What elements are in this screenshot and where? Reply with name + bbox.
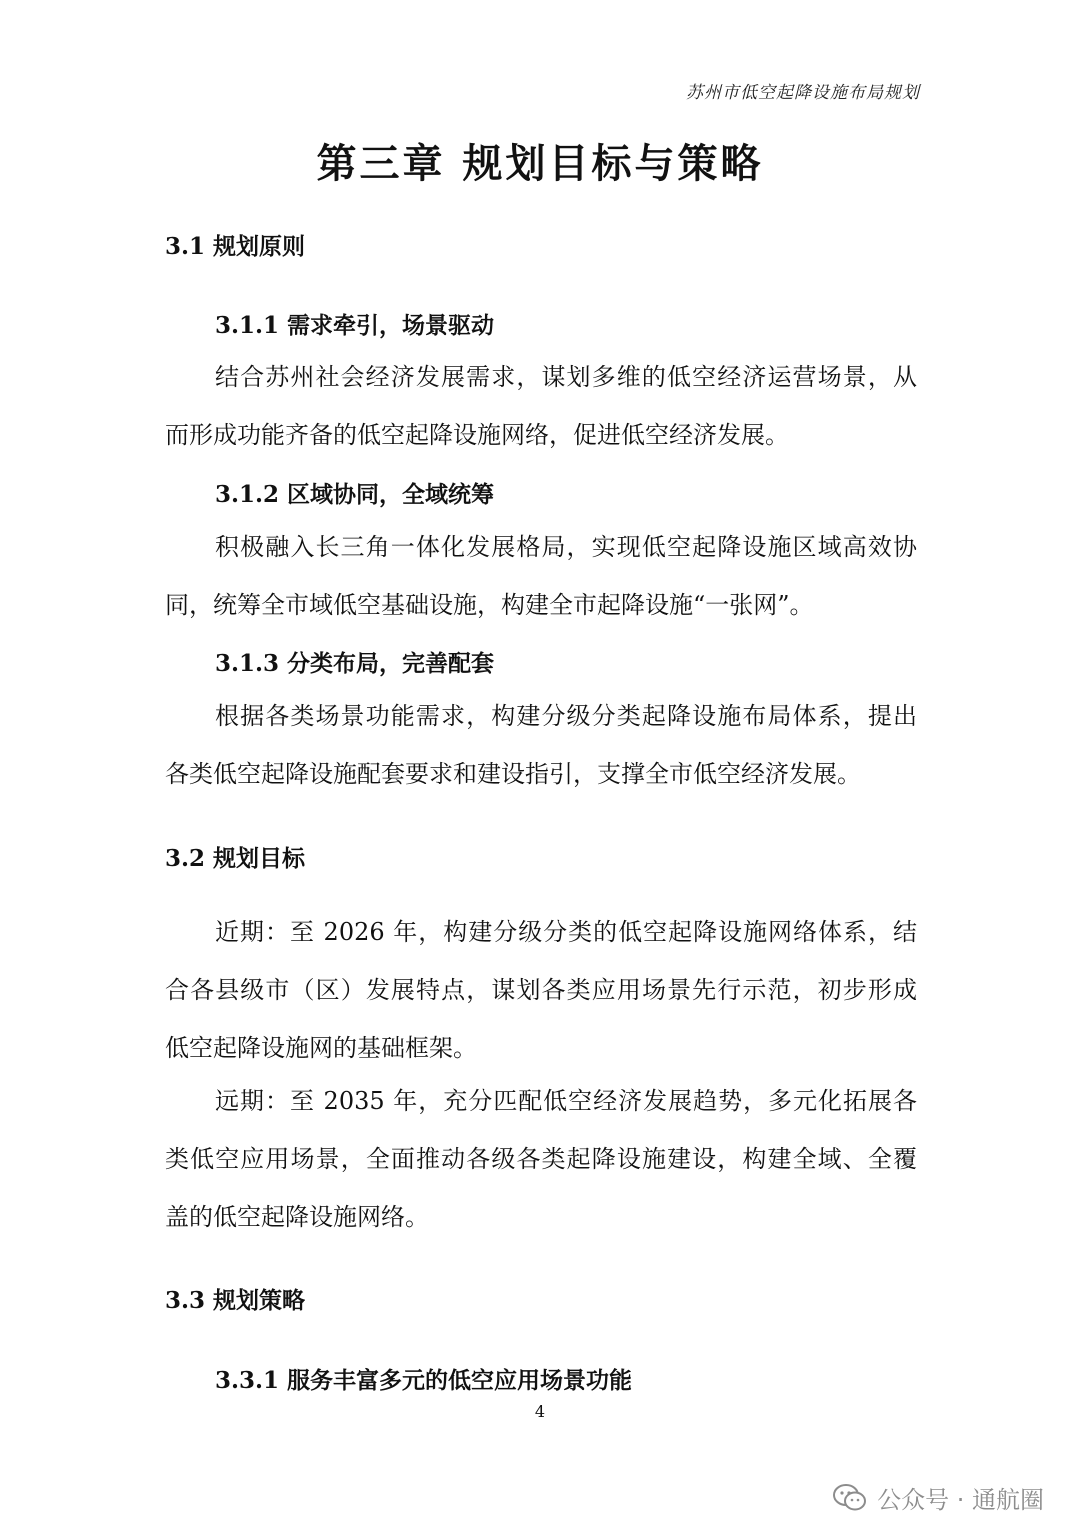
text-line: 各类低空起降设施配套要求和建设指引，支撑全市低空经济发展。 — [165, 760, 861, 788]
section-heading-3-1: 3.1 规划原则 — [165, 233, 306, 260]
watermark — [833, 1480, 1044, 1515]
wechat-icon — [833, 1484, 867, 1512]
text-line: 根据各类场景功能需求，构建分级分类起降设施布局体系，提出 — [215, 702, 917, 730]
subsection-heading-3-1-3: 3.1.3 分类布局，完善配套 — [215, 650, 495, 677]
subsection-heading-3-1-2: 3.1.2 区域协同，全域统筹 — [215, 481, 495, 508]
subsection-heading-3-1-1: 3.1.1 需求牵引，场景驱动 — [215, 312, 495, 339]
subsection-heading-3-3-1: 3.3.1 服务丰富多元的低空应用场景功能 — [215, 1367, 633, 1394]
text-line: 近期：至 2026 年，构建分级分类的低空起降设施网络体系，结 — [215, 918, 917, 946]
chapter-title: 第三章 规划目标与策略 — [316, 141, 764, 187]
running-header: 苏州市低空起降设施布局规划 — [686, 83, 920, 103]
paragraph-near-term — [165, 903, 917, 1077]
paragraph-3-1-3 — [165, 687, 917, 803]
section-heading-3-2: 3.2 规划目标 — [165, 845, 306, 872]
text-line: 合各县级市（区）发展特点，谋划各类应用场景先行示范，初步形成 — [165, 976, 917, 1004]
section-heading-3-3: 3.3 规划策略 — [165, 1287, 306, 1314]
text-line: 远期：至 2035 年，充分匹配低空经济发展趋势，多元化拓展各 — [215, 1087, 917, 1115]
text-line: 盖的低空起降设施网络。 — [165, 1203, 429, 1231]
text-line: 类低空应用场景，全面推动各级各类起降设施建设，构建全域、全覆 — [165, 1145, 917, 1173]
paragraph-long-term — [165, 1072, 917, 1246]
text-line: 低空起降设施网的基础框架。 — [165, 1034, 477, 1062]
paragraph-3-1-2 — [165, 518, 917, 634]
paragraph-3-1-1 — [165, 348, 917, 464]
text-line: 而形成功能齐备的低空起降设施网络，促进低空经济发展。 — [165, 421, 789, 449]
watermark-text: 公众号 · 通航圈 — [877, 1486, 1044, 1514]
text-line: 同，统筹全市域低空基础设施，构建全市起降设施“一张网”。 — [165, 591, 814, 619]
page-number: 4 — [534, 1402, 546, 1421]
text-line: 积极融入长三角一体化发展格局，实现低空起降设施区域高效协 — [215, 533, 917, 561]
text-line: 结合苏州社会经济发展需求，谋划多维的低空经济运营场景，从 — [215, 363, 917, 391]
